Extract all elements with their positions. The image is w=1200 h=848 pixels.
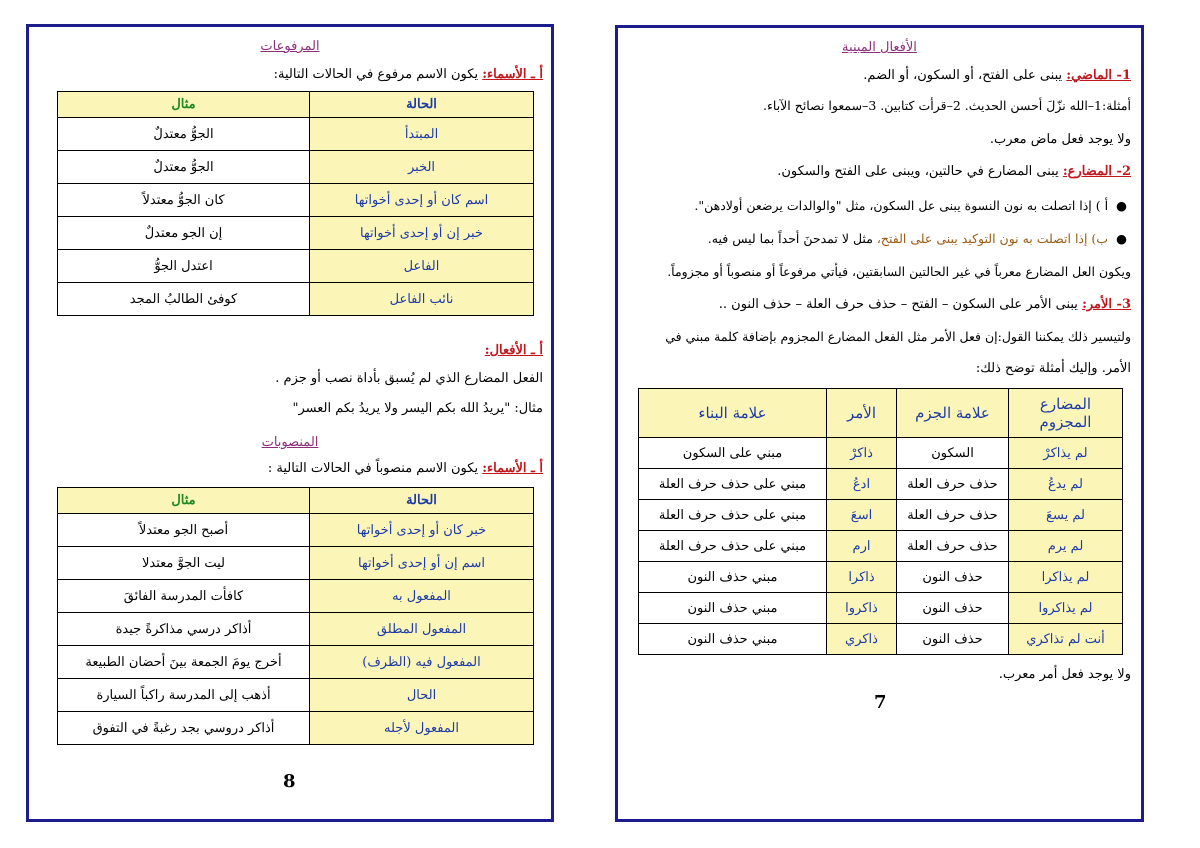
past-text: يبنى على الفتح، أو السكون، أو الضم. (863, 68, 1063, 83)
case-cell: اسم إن أو إحدى أخواتها (310, 547, 534, 580)
present-label: 2- المضارع: (1062, 164, 1131, 179)
header-example: مثال (58, 488, 310, 514)
past-note: ولا يوجد فعل ماض معرب. (989, 132, 1131, 147)
example-cell: أذاكر دروسي بجد رغبةً في التفوق (58, 712, 310, 745)
example-cell: اعتدل الجوُّ (58, 250, 310, 283)
amr-cell: ادعُ (827, 469, 897, 500)
nouns-label: أ ـ الأسماء: (482, 67, 543, 82)
past-label: 1- الماضي: (1066, 68, 1131, 83)
amr-cell: ارم (827, 531, 897, 562)
case-cell: خبر كان أو إحدى أخواتها (310, 514, 534, 547)
imperative-line (618, 297, 1131, 312)
example-cell: الجوُّ معتدلٌ (58, 151, 310, 184)
section-title-mabni: الأفعال المبنية (842, 40, 917, 55)
table-row (58, 712, 534, 745)
case-cell: خبر إن أو إحدى أخواتها (310, 217, 534, 250)
past-line (618, 68, 1131, 83)
jazm-cell: السكون (897, 438, 1009, 469)
table-row (58, 646, 534, 679)
table-row (58, 283, 534, 316)
bullet-b-colored: ب) إذا اتصلت به نون التوكيد يبنى على الفتح، (876, 231, 1109, 246)
example-cell: أذاكر درسي مذاكرةً جيدة (58, 613, 310, 646)
bullet-a-text: أ ) إذا اتصلت به نون النسوة يبنى عل السكون، مثل "والوالدات يرضعن أولادهن". (694, 198, 1109, 213)
imperative-label: 3- الأمر: (1082, 297, 1131, 312)
bina-cell: مبني حذف النون (639, 624, 827, 655)
table-header-row (58, 92, 534, 118)
case-cell: اسم كان أو إحدى أخواتها (310, 184, 534, 217)
imperative-note-2: الأمر. وإليك أمثلة توضح ذلك: (975, 361, 1131, 376)
jazm-cell: حذف حرف العلة (897, 500, 1009, 531)
header-jazm-sign: علامة الجزم (897, 389, 1009, 438)
table-row (58, 580, 534, 613)
amr-cell: ذاكرا (827, 562, 897, 593)
example-cell: كوفئ الطالبُ المجد (58, 283, 310, 316)
header-case: الحالة (310, 92, 534, 118)
section-title-mansubat: المنصوبات (261, 435, 319, 450)
jazm-cell: حذف حرف العلة (897, 531, 1009, 562)
header-amr: الأمر (827, 389, 897, 438)
table-row (639, 438, 1123, 469)
past-examples: أمثلة:1–الله نزّلَ أحسن الحديث. 2–قرأت كتابين. 3–سمعوا نصائح الآباء. (763, 98, 1131, 113)
present-line (618, 164, 1131, 179)
bullet-b (618, 231, 1127, 246)
example-cell: إن الجو معتدلٌ (58, 217, 310, 250)
majzum-cell: أنت لم تذاكري (1009, 624, 1123, 655)
bina-cell: مبني على حذف حرف العلة (639, 500, 827, 531)
table-row (58, 151, 534, 184)
amr-cell: ذاكروا (827, 593, 897, 624)
case-cell: المفعول فيه (الظرف) (310, 646, 534, 679)
header-case: الحالة (310, 488, 534, 514)
example-cell: أذهب إلى المدرسة راكباً السيارة (58, 679, 310, 712)
nouns2-intro-line (29, 461, 543, 476)
majzum-cell: لم يدعُ (1009, 469, 1123, 500)
majzum-cell: لم يسعَ (1009, 500, 1123, 531)
nouns-intro: يكون الاسم مرفوع في الحالات التالية: (273, 67, 479, 82)
header-majzum: المضارع المجزوم (1009, 389, 1123, 438)
table-row (639, 500, 1123, 531)
page-7 (615, 25, 1144, 822)
case-cell: الحال (310, 679, 534, 712)
majzum-cell: لم يذاكروا (1009, 593, 1123, 624)
case-cell: المبتدأ (310, 118, 534, 151)
table-header-row (639, 389, 1123, 438)
jazm-cell: حذف حرف العلة (897, 469, 1009, 500)
table-row (639, 531, 1123, 562)
example-cell: كان الجوُّ معتدلاً (58, 184, 310, 217)
bullet-a (618, 198, 1127, 213)
bullet-dot-icon: ● (1116, 231, 1127, 246)
imperative-text: يبنى الأمر على السكون – الفتح – حذف حرف العلة – حذف النون .. (718, 297, 1078, 312)
jazm-cell: حذف النون (897, 593, 1009, 624)
imperative-note-1: ولتيسير ذلك يمكننا القول:إن فعل الأمر مثل الفعل المضارع المجزوم بإضافة كلمة مبني في (665, 329, 1131, 344)
case-cell: نائب الفاعل (310, 283, 534, 316)
case-cell: الخبر (310, 151, 534, 184)
marfuat-table (57, 91, 534, 316)
table-row (639, 562, 1123, 593)
header-bina-sign: علامة البناء (639, 389, 827, 438)
jazm-cell: حذف النون (897, 562, 1009, 593)
table-header-row (58, 488, 534, 514)
amr-cell: اسعَ (827, 500, 897, 531)
nouns2-intro: يكون الاسم منصوباً في الحالات التالية : (267, 461, 479, 476)
table-row (58, 679, 534, 712)
example-cell: ليت الجوَّ معتدلا (58, 547, 310, 580)
example-cell: كافأت المدرسة الفائقَ (58, 580, 310, 613)
bina-cell: مبني على حذف حرف العلة (639, 531, 827, 562)
bina-cell: مبني حذف النون (639, 562, 827, 593)
majzum-cell: لم يذاكرْ (1009, 438, 1123, 469)
nouns2-label: أ ـ الأسماء: (482, 461, 543, 476)
bina-cell: مبني على السكون (639, 438, 827, 469)
table-row (58, 217, 534, 250)
majzum-cell: لم يرم (1009, 531, 1123, 562)
nouns-intro-line (29, 67, 543, 82)
example-cell: أخرج يومَ الجمعة بينَ أحضان الطبيعة (58, 646, 310, 679)
table-row (58, 184, 534, 217)
bina-cell: مبني على حذف حرف العلة (639, 469, 827, 500)
jazm-cell: حذف النون (897, 624, 1009, 655)
bullet-b-rest: مثل لا تمدحنَ أحداً بما ليس فيه. (707, 231, 873, 246)
table-row (58, 250, 534, 283)
majzum-cell: لم يذاكرا (1009, 562, 1123, 593)
table-row (58, 613, 534, 646)
case-cell: المفعول لأجله (310, 712, 534, 745)
final-note: ولا يوجد فعل أمر معرب. (998, 667, 1131, 682)
imperative-table (638, 388, 1123, 655)
table-row (58, 514, 534, 547)
amr-cell: ذاكري (827, 624, 897, 655)
verbs-text: الفعل المضارع الذي لم يُسبق بأداة نصب أو جزم . (275, 371, 543, 386)
mansubat-table (57, 487, 534, 745)
example-cell: الجوُّ معتدلٌ (58, 118, 310, 151)
bullet-dot-icon: ● (1116, 198, 1127, 213)
page-number: 8 (283, 771, 296, 792)
table-row (58, 118, 534, 151)
bina-cell: مبني حذف النون (639, 593, 827, 624)
verbs-example: مثال: "يريدُ الله بكم اليسر ولا يريدُ بكم العسر" (292, 401, 543, 416)
table-row (58, 547, 534, 580)
present-note: ويكون العل المضارع معرباً في غير الحالتين السابقتين، فيأتي مرفوعاً أو منصوباً أو مجزوماً. (667, 264, 1131, 279)
table-row (639, 624, 1123, 655)
example-cell: أصبح الجو معتدلاً (58, 514, 310, 547)
page-number: 7 (874, 692, 887, 713)
case-cell: الفاعل (310, 250, 534, 283)
case-cell: المفعول المطلق (310, 613, 534, 646)
page-8 (26, 24, 554, 822)
table-row (639, 593, 1123, 624)
verbs-label-line (29, 343, 543, 358)
verbs-label: أ ـ الأفعال: (484, 343, 543, 358)
case-cell: المفعول به (310, 580, 534, 613)
amr-cell: ذاكرْ (827, 438, 897, 469)
section-title-marfuat: المرفوعات (260, 39, 320, 54)
present-text: يبنى المضارع في حالتين، ويبنى على الفتح والسكون. (777, 164, 1059, 179)
table-row (639, 469, 1123, 500)
header-example: مثال (58, 92, 310, 118)
